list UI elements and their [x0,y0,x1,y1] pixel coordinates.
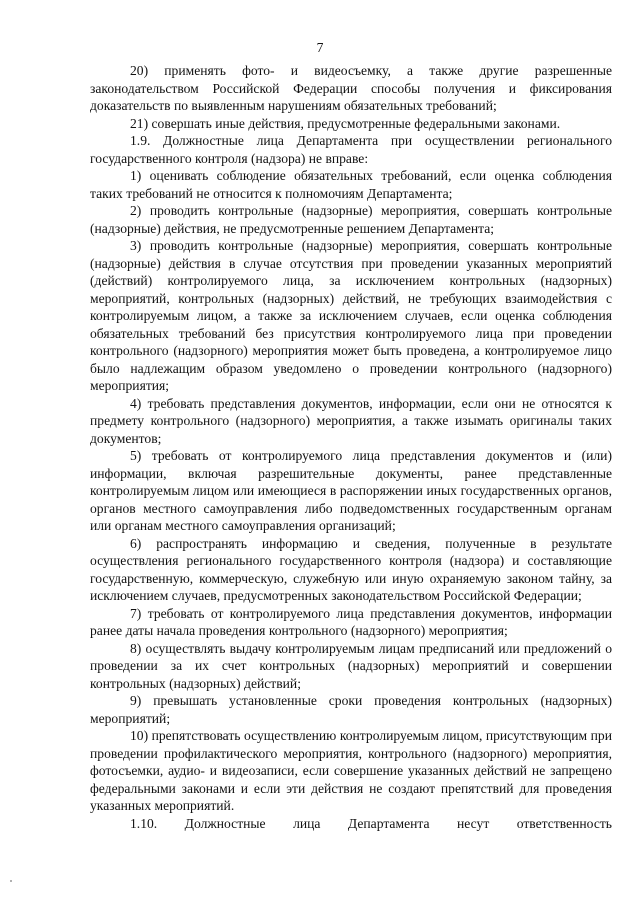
paragraph-item-20: 20) применять фото- и видеосъемку, а также другие разрешенные законодательством Российской Федерации способы получения и фиксирования доказательств по выявленным нарушениям обязательных требований; [90,63,612,113]
paragraph-prohibition-7: 7) требовать от контролируемого лица представления документов, информации ранее даты начала проведения контрольного (надзорного) мероприятия; [90,605,612,638]
paragraph-section-1-9: 1.9. Должностные лица Департамента при осуществлении регионального государственного контроля (надзора) не вправе: [90,133,612,166]
page-number: 7 [316,40,324,55]
paragraph-section-1-10: 1.10. Должностные лица Департамента несут ответственность [130,815,612,831]
paragraph-prohibition-9: 9) превышать установленные сроки проведения контрольных (надзорных) мероприятий; [90,693,612,726]
paragraph-prohibition-10: 10) препятствовать осуществлению контролируемым лицом, присутствующим при проведении профилактического мероприятия, контрольного (надзорного) мероприятия, фотосъемки, аудио- и видеозаписи, если совершение указанных действий не запрещено федеральными законами и если эти действия не создают препятствий для проведения указанных мероприятий. [90,728,612,813]
paragraph-prohibition-5: 5) требовать от контролируемого лица представления документов и (или) информации, включая разрешительные документы, ранее представленные контролируемым лицом или имеющиеся в распоряжении иных государственных органов, органов местного самоуправления либо подведомственных государственным органам или органам местного самоуправления организаций; [90,448,612,533]
document-body [90,62,612,832]
scan-speck [10,880,12,882]
paragraph-prohibition-2: 2) проводить контрольные (надзорные) мероприятия, совершать контрольные (надзорные) действия, не предусмотренные решением Департамента; [90,203,612,236]
paragraph-prohibition-6: 6) распространять информацию и сведения, полученные в результате осуществления регионального государственного контроля (надзора) и составляющие государственную, коммерческую, служебную или иную охраняемую законом тайну, за исключением случаев, предусмотренных законодательством Российской Федерации; [90,535,612,603]
paragraph-prohibition-3: 3) проводить контрольные (надзорные) мероприятия, совершать контрольные (надзорные) действия в случае отсутствия при проведении указанных мероприятий (действий) контролируемого лица, за исключением контрольных (надзорных) мероприятий, контрольных (надзорных) действий, не требующих взаимодействия с контролируемым лицом, а также за исключением случаев, если оценка соблюдения обязательных требований без присутствия контролируемого лица при проведении контрольного (надзорного) мероприятия может быть проведена, а контролируемое лицо было надлежащим образом уведомлено о проведении контрольного (надзорного) мероприятия; [90,238,612,393]
paragraph-prohibition-8: 8) осуществлять выдачу контролируемым лицам предписаний или предложений о проведении за их счет контрольных (надзорных) мероприятий и совершении контрольных (надзорных) действий; [90,640,612,691]
paragraph-prohibition-4: 4) требовать представления документов, информации, если они не относятся к предмету контрольного (надзорного) мероприятия, а также изымать оригиналы таких документов; [90,395,612,446]
paragraph-item-21: 21) совершать иные действия, предусмотренные федеральными законами. [130,115,561,131]
paragraph-prohibition-1: 1) оценивать соблюдение обязательных требований, если оценка соблюдения таких требований не относится к полномочиям Департамента; [90,168,612,201]
